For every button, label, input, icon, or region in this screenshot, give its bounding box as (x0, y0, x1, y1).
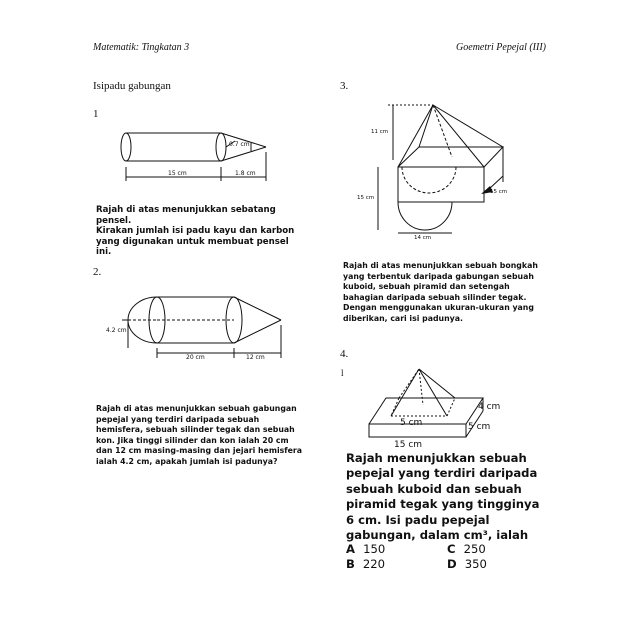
q2-solid-figure (122, 297, 281, 358)
q3-label-length: 14 cm (414, 235, 432, 241)
section-title: Isipadu gabungan (93, 80, 171, 92)
q1-label-b: 15 cm (168, 170, 187, 177)
q1-number: 1 (93, 108, 99, 120)
q3-text: Rajah di atas menunjukkan sebuah bongkah yang terbentuk daripada gabungan sebuah kuboid, sebuah piramid dan setengah bahagian daripada sebuah silinder tegak. Dengan menggunakan ukuran-ukuran yang diberikan, cari isi padunya. (343, 261, 538, 323)
header-left: Matematik: Tingkatan 3 (93, 42, 190, 53)
q4-label-inner: 5 cm (400, 418, 423, 428)
q3-block-figure (378, 105, 503, 233)
q2-label-radius: 4.2 cm (106, 327, 127, 334)
q4-label-length: 15 cm (394, 440, 423, 450)
q1-label-a: 0.7 cm (229, 141, 250, 148)
q2-label-cone: 12 cm (246, 354, 265, 361)
q1-text: Rajah di atas menunjukkan sebatang pensel. Kirakan jumlah isi padu kayu dan karbon yang digunakan untuk membuat pensel ini. (96, 205, 295, 258)
q2-number: 2. (93, 266, 102, 278)
q4-label-side: 5 cm (468, 422, 491, 432)
q4-number: 4. (340, 348, 349, 360)
q2-label-cyl: 20 cm (186, 354, 205, 361)
q3-label-pyramid: 11 cm (371, 129, 389, 135)
header-right: Goemetri Pepejal (III) (456, 42, 546, 53)
q4-label-height: 4 cm (478, 402, 501, 412)
q4-solid-figure (369, 369, 483, 437)
q3-label-cuboid: 15 cm (357, 195, 375, 201)
q3-number: 3. (340, 80, 349, 92)
q3-label-width: 15 cm (490, 189, 508, 195)
option-b[interactable]: B 220 (346, 557, 386, 571)
q4-text: Rajah menunjukkan sebuah pepejal yang terdiri daripada sebuah kuboid dan sebuah piramid tegak yang tingginya 6 cm. Isi padu pepejal gabungan, dalam cm³, ialah (346, 451, 540, 543)
option-d[interactable]: D 350 (447, 557, 487, 571)
q4-marker: l (341, 368, 344, 378)
q1-label-c: 1.8 cm (235, 170, 256, 177)
option-a[interactable]: A 150 (346, 542, 386, 556)
q2-text: Rajah di atas menunjukkan sebuah gabungan pepejal yang terdiri daripada sebuah hemisfera, sebuah silinder tegak dan sebuah kon. Jika tinggi silinder dan kon ialah 20 cm dan 12 cm masing-masing dan jejari hemisfera ialah 4.2 cm, apakah jumlah isi padunya? (96, 404, 303, 466)
option-c[interactable]: C 250 (447, 542, 486, 556)
